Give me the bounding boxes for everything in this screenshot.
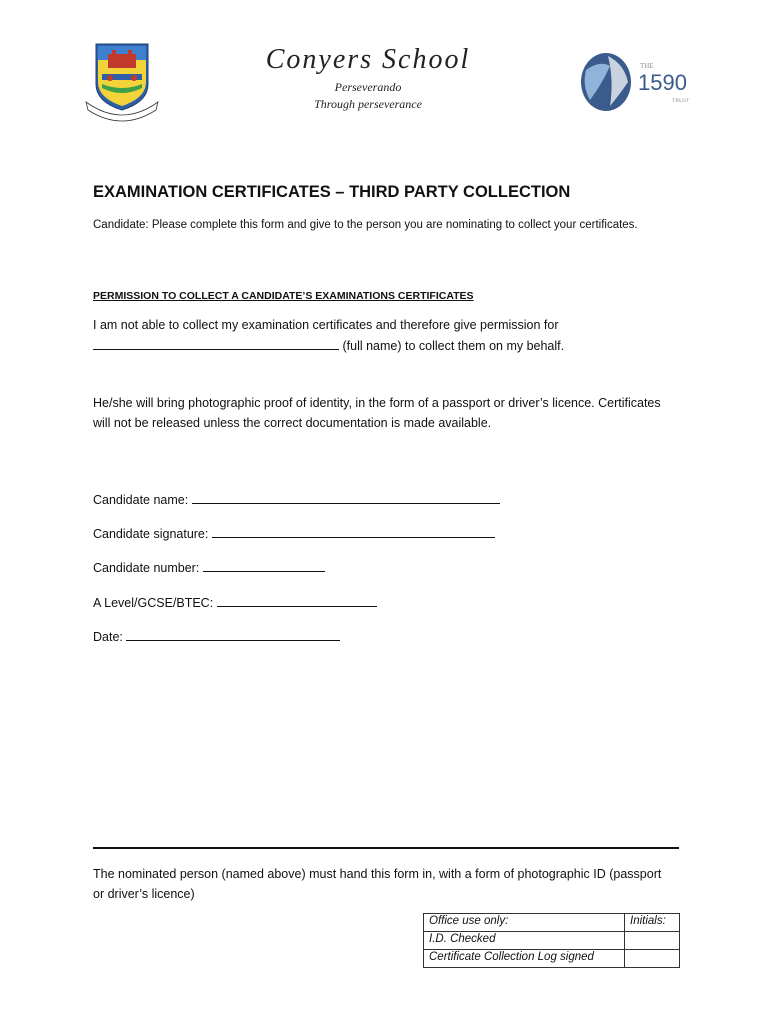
initials-label: Initials: <box>625 914 680 932</box>
date-row <box>93 626 340 644</box>
table-row <box>424 932 680 950</box>
table-row <box>424 914 680 932</box>
date-field[interactable] <box>126 626 340 641</box>
permission-text-line-2 <box>93 335 673 356</box>
office-use-label: Office use only: <box>424 914 625 932</box>
school-crest-logo <box>84 40 160 124</box>
footer-note: The nominated person (named above) must hand this form in, with a form of photographic ID (passport or driver’s licence) <box>93 867 662 901</box>
permission-heading: PERMISSION TO COLLECT A CANDIDATE’S EXAMINATIONS CERTIFICATES <box>93 290 474 302</box>
candidate-signature-label: Candidate signature: <box>93 527 209 541</box>
candidate-name-row <box>93 489 500 507</box>
candidate-signature-field[interactable] <box>212 523 495 538</box>
school-motto-translation: Through perseverance <box>314 97 422 111</box>
candidate-number-row <box>93 557 325 575</box>
table-row <box>424 950 680 968</box>
permission-text-full-name: (full name) to collect them on my behalf. <box>342 339 565 353</box>
date-label: Date: <box>93 630 123 644</box>
permission-paragraph <box>93 315 673 356</box>
id-checked-initials-cell[interactable] <box>625 932 680 950</box>
log-signed-initials-cell[interactable] <box>625 950 680 968</box>
trust-logo <box>580 50 700 114</box>
id-checked-label: I.D. Checked <box>424 932 625 950</box>
qualification-field[interactable] <box>217 592 377 607</box>
candidate-name-label: Candidate name: <box>93 493 189 507</box>
candidate-number-field[interactable] <box>203 557 325 572</box>
log-signed-label: Certificate Collection Log signed <box>424 950 625 968</box>
school-name: Conyers School <box>265 44 471 75</box>
svg-text:THE: THE <box>640 62 654 70</box>
qualification-row <box>93 592 377 610</box>
candidate-number-label: Candidate number: <box>93 561 200 575</box>
qualification-label: A Level/GCSE/BTEC: <box>93 596 214 610</box>
document-title: EXAMINATION CERTIFICATES – THIRD PARTY COLLECTION <box>93 183 571 201</box>
svg-text:TRUST: TRUST <box>672 98 690 104</box>
nominee-full-name-field[interactable] <box>93 335 339 350</box>
permission-text-line-1: I am not able to collect my examination certificates and therefore give permission for <box>93 318 559 332</box>
candidate-signature-row <box>93 523 495 541</box>
intro-text: Candidate: Please complete this form and give to the person you are nominating to collect your certificates. <box>93 219 638 231</box>
proof-of-identity-text: He/she will bring photographic proof of identity, in the form of a passport or driver’s licence. Certificates will not be released unless the correct documentation is made available. <box>93 396 661 430</box>
svg-text:1590: 1590 <box>638 70 687 95</box>
candidate-name-field[interactable] <box>192 489 500 504</box>
footer-divider <box>93 847 679 849</box>
school-motto: Perseverando <box>334 80 402 94</box>
office-use-table <box>423 913 680 968</box>
